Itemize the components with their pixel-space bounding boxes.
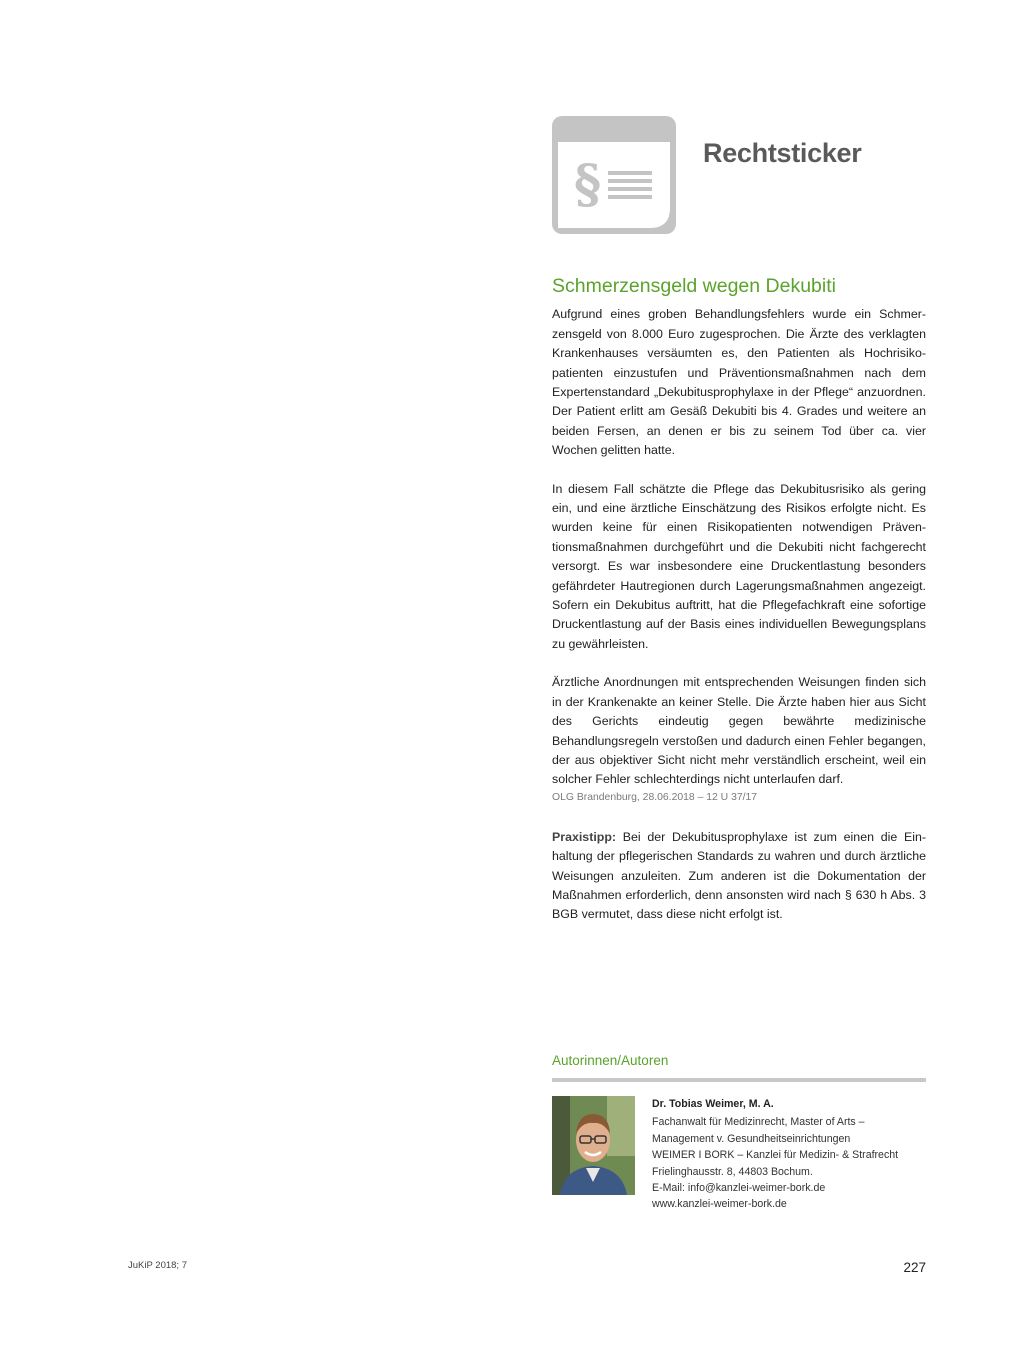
author-name: Dr. Tobias Weimer, M. A. [652, 1098, 774, 1110]
practice-tip-label: Praxistipp: [552, 829, 617, 844]
journal-reference: JuKiP 2018; 7 [128, 1260, 187, 1271]
authors-section [552, 1052, 926, 1216]
authors-heading: Autorinnen/Autoren [552, 1053, 669, 1068]
author-card [552, 1096, 926, 1216]
section-title: Rechtsticker [703, 138, 862, 168]
article-paragraph: Aufgrund eines groben Behandlungsfehlers wurde ein Schmerzensgeld von 8.000 Euro zugesprochen. Die Ärzte des verklagten Krankenhauses versäumten es, den Patienten als Hochrisikopatienten einzustufen und Präventionsmaßnahmen nach dem Expertenstandard „Dekubitusprophylaxe in der Pflege“ anzuordnen. Der Patient erlitt am Gesäß Dekubiti bis 4. Grades und weitere an beiden Fersen, an denen er bis zu seinem Tod über ca. vier Wochen gelitten hatte. [552, 307, 926, 458]
author-detail: Frielinghausstr. 8, 44803 Bochum. [652, 1165, 813, 1178]
author-photo [552, 1096, 635, 1195]
court-citation: OLG Brandenburg, 28.06.2018 – 12 U 37/17 [552, 791, 758, 803]
article-paragraph: In diesem Fall schätzte die Pflege das Dekubitusrisiko als gering ein, und eine ärztliche Einschätzung des Risikos erfolgte nicht. Es wurden keine für einen Risikopatienten notwendigen Präventionsmaßnahmen durchgeführt und die Dekubiti nicht fachgerecht versorgt. Es war insbesondere eine Druckentlastung besonders gefährdeter Hautregionen durch Lagerungsmaßnahmen angezeigt. Sofern ein Dekubitus auftritt, hat die Pflegefachkraft eine sofortige Druckentlastung auf der Basis eines individuellen Bewegungsplans zu gewährleisten. [552, 481, 926, 651]
article [552, 274, 926, 925]
author-detail: Fachanwalt für Medizinrecht, Master of Arts – [652, 1116, 865, 1129]
divider [552, 1078, 926, 1082]
author-detail: Management v. Gesundheitseinrichtungen [652, 1132, 851, 1145]
author-detail: WEIMER I BORK – Kanzlei für Medizin- & Strafrecht [652, 1149, 899, 1162]
paragraph-symbol: § [574, 154, 602, 215]
article-paragraph: Ärztliche Anordnungen mit entsprechenden Weisungen finden sich in der Krankenakte an keiner Stelle. Die Ärzte haben hier aus Sicht des Gerichts eindeutig gegen bewährte medizinische Behandlungsregeln verstoßen und dadurch einen Fehler begangen, der aus objektiver Sicht nicht mehr verständlich erscheint, weil ein solcher Fehler schlechterdings nicht unterlaufen darf. [552, 675, 926, 787]
practice-tip [552, 828, 926, 925]
practice-tip-text: Bei der Dekubitusprophylaxe ist zum einen die Einhaltung der pflegerischen Standards zu wahren und durch ärztliche Weisungen anzuleiten. Zum anderen ist die Dokumentation der Maßnahmen erforderlich, denn ansonsten wird nach § 630 h Abs. 3 BGB vermutet, dass diese nicht erfolgt ist. [552, 829, 926, 922]
law-paragraph-document-icon [552, 116, 676, 234]
author-email[interactable]: E-Mail: info@kanzlei-weimer-bork.de [652, 1182, 826, 1195]
article-headline: Schmerzensgeld wegen Dekubiti [552, 275, 836, 297]
author-website[interactable]: www.kanzlei-weimer-bork.de [652, 1198, 787, 1211]
page-number: 227 [903, 1260, 926, 1275]
author-info [652, 1096, 926, 1213]
